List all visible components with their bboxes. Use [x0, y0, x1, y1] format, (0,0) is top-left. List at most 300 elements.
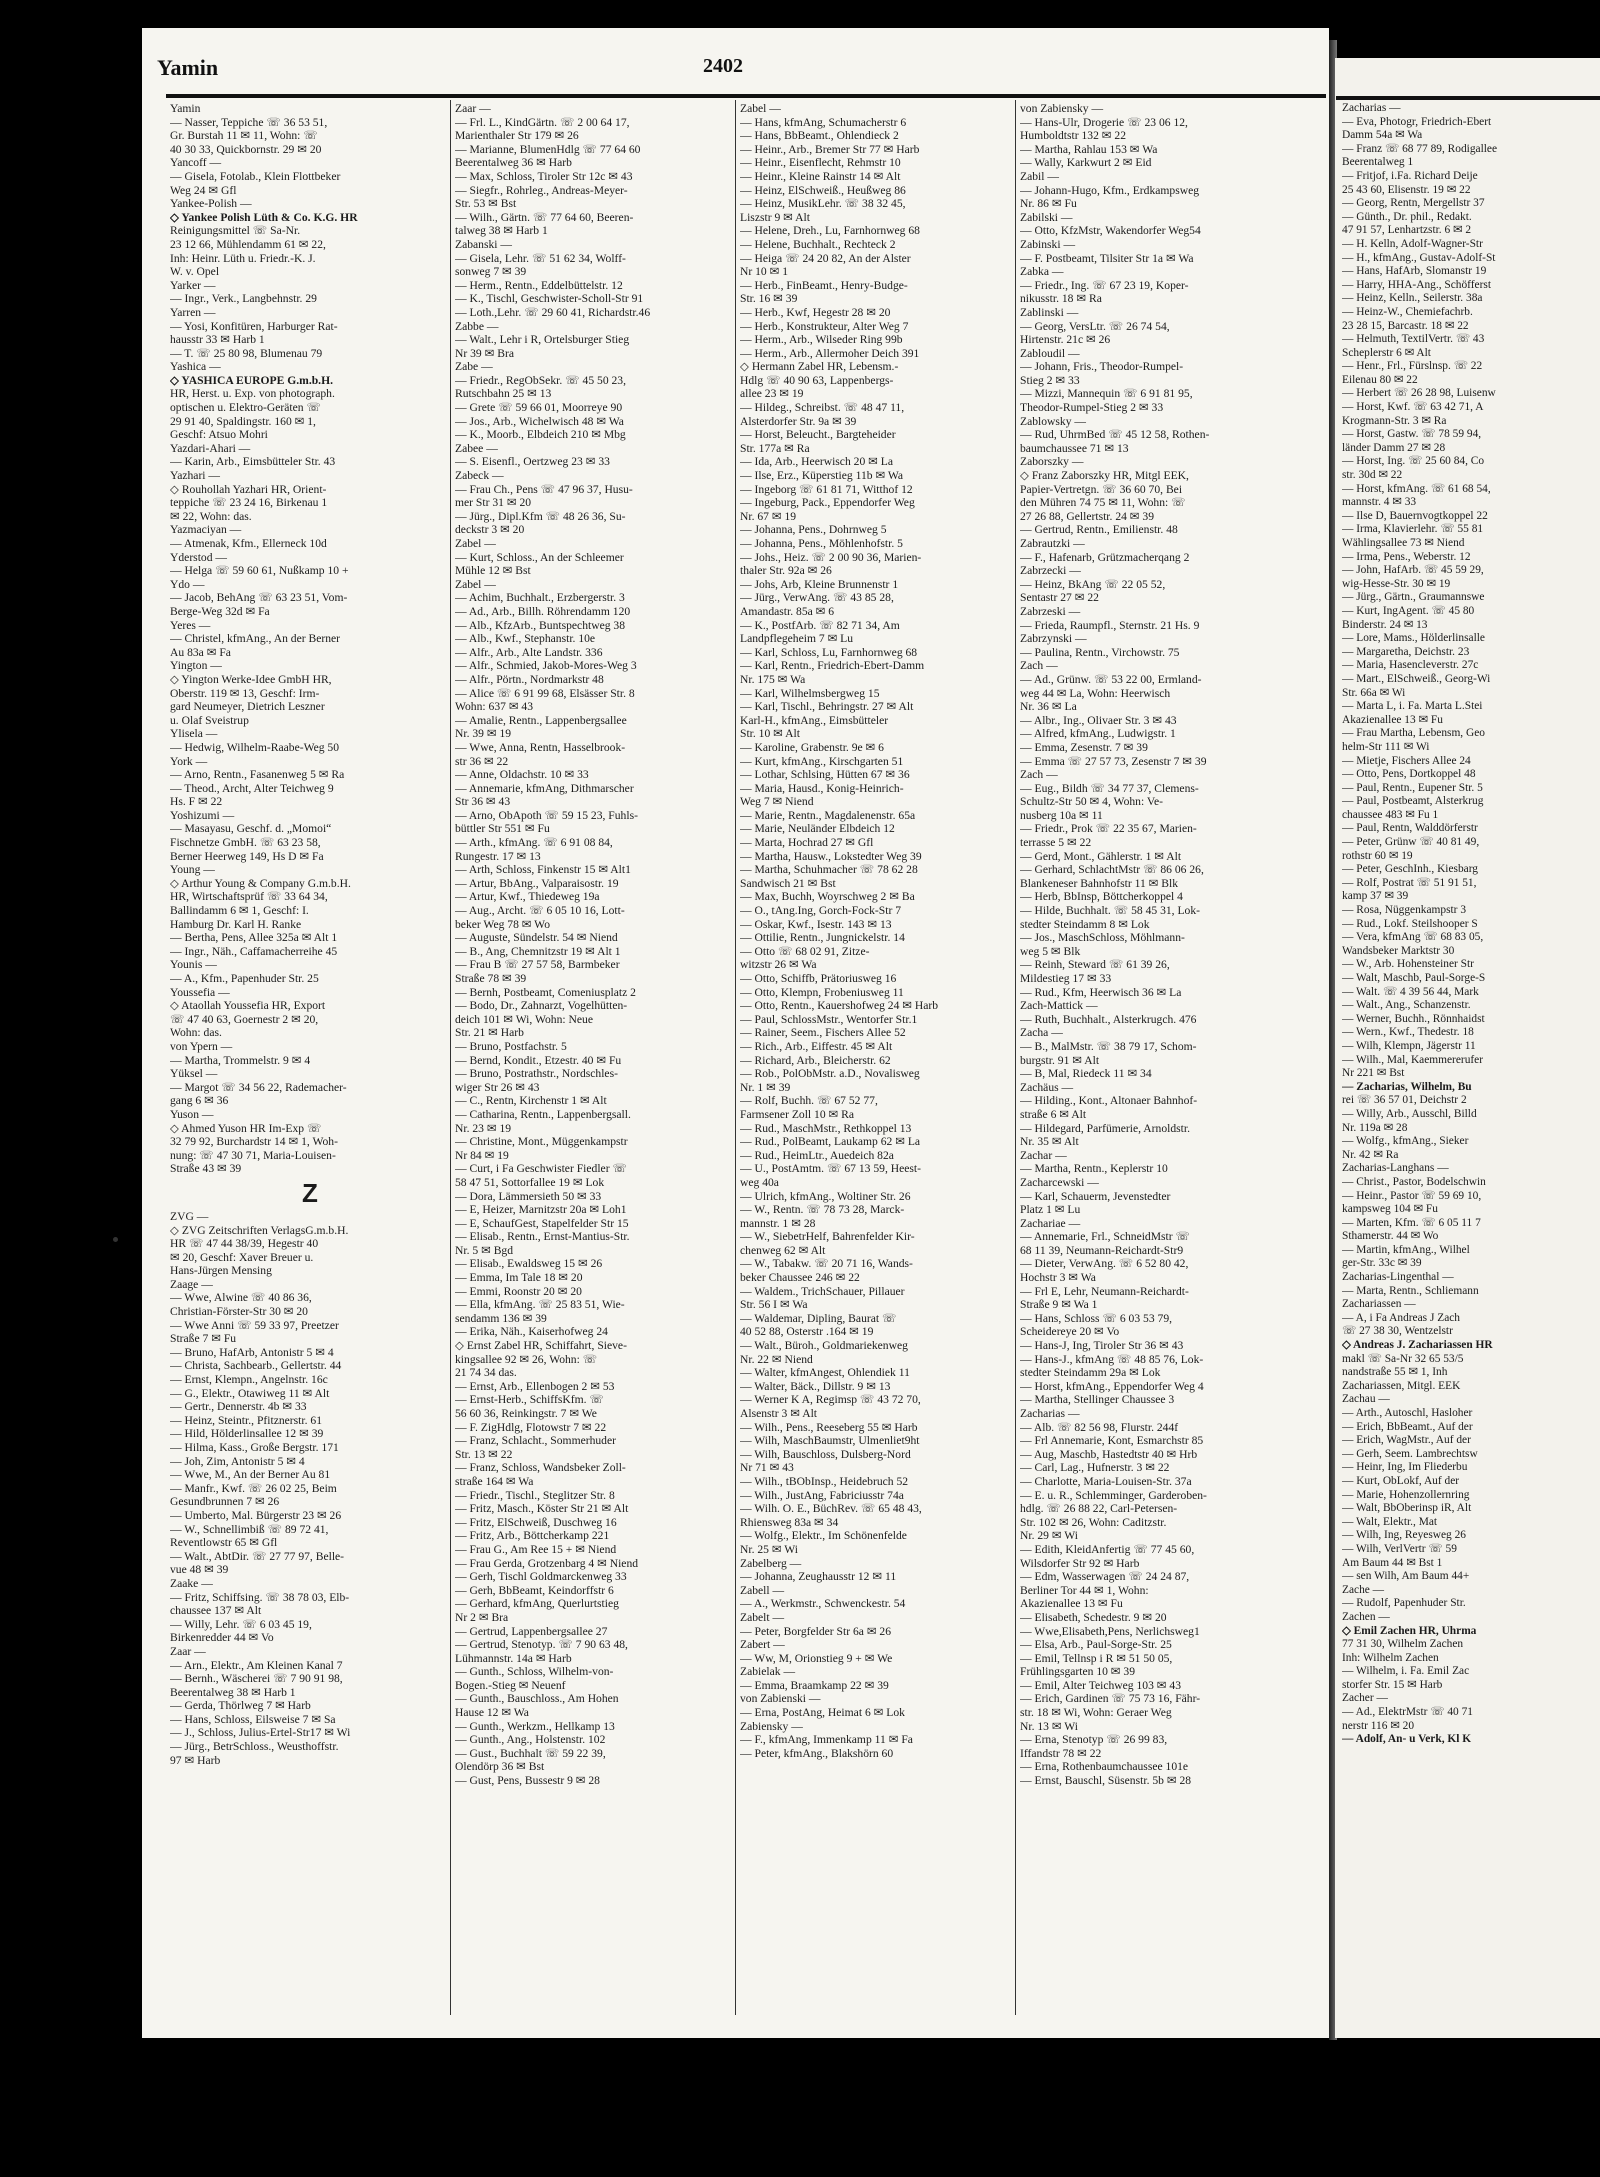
directory-entry-line: — Frau Ch., Pens ☏ 47 96 37, Husu- [455, 482, 633, 496]
directory-entry-line: — Otto, Schiffb, Prätoriusweg 16 [740, 972, 897, 985]
directory-entry-line: deckstr 3 ✉ 20 [455, 523, 525, 537]
directory-entry-line: — Ingr., Näh., Caffamacherreihe 45 [170, 944, 338, 958]
directory-entry-line: — Paul, Rentn., Eupener Str. 5 [1342, 781, 1483, 794]
directory-entry-line: — Johanna, Zeughausstr 12 ✉ 11 [740, 1570, 897, 1584]
directory-entry-line: Zacharias — [1020, 1407, 1080, 1420]
directory-entry-line: — Georg, Rentn, Mergellstr 37 [1342, 197, 1485, 210]
directory-entry-line: — Ingeborg ☏ 61 81 71, Witthof 12 [740, 482, 913, 496]
directory-entry-line: — Karl, Wilhelmsbergweg 15 [740, 686, 880, 700]
directory-entry-line: Nr 84 ✉ 19 [455, 1148, 509, 1162]
directory-entry-line: — Carl, Lag., Hufnerstr. 3 ✉ 22 [1020, 1461, 1170, 1475]
directory-entry-line: — Walt., Ang., Schanzenstr. [1342, 999, 1471, 1012]
directory-entry-line: — Wolfg., Elektr., Im Schönenfelde [740, 1529, 907, 1543]
page-number: 2402 [703, 55, 743, 77]
directory-entry-line: Yashica — [170, 360, 221, 374]
directory-entry-line: — Gerda, Thörlweg 7 ✉ Harb [170, 1699, 311, 1713]
directory-entry-line: — Lore, Mams., Hölderlinsalle [1342, 632, 1485, 645]
directory-entry-line: — A, i Fa Andreas J Zach [1342, 1311, 1460, 1324]
directory-entry-line: — Maria, Hasencleverstr. 27c [1342, 659, 1479, 672]
directory-entry-line: Yeres — [170, 618, 211, 632]
directory-entry-line: Yankee-Polish — [170, 197, 252, 211]
directory-entry-line: — Annemarie, Frl., SchneidMstr ☏ [1020, 1230, 1191, 1244]
directory-entry-line: wig-Hesse-Str. 30 ✉ 19 [1342, 577, 1451, 590]
directory-entry-line: Nr. 36 ✉ La [1020, 700, 1077, 714]
directory-entry-line: mannstr. 4 ✉ 33 [1342, 496, 1417, 509]
directory-entry-line: — Alfr., Schmied, Jakob-Mores-Weg 3 [455, 659, 637, 673]
directory-entry-line: Akazienallee 13 ✉ Fu [1020, 1597, 1123, 1611]
directory-entry-line: — Walt, BbOberinsp iR, Alt [1342, 1502, 1472, 1515]
directory-entry-line: — Emma, Zesenstr. 7 ✉ 39 [1020, 740, 1148, 754]
directory-entry-line: — Marie, Neuländer Elbdeich 12 [740, 822, 895, 836]
directory-entry-line: — B., MalMstr. ☏ 38 79 17, Schom- [1020, 1039, 1197, 1053]
directory-entry-line: — Fritz, Masch., Köster Str 21 ✉ Alt [455, 1502, 629, 1516]
directory-entry-line: — Arn., Elektr., Am Kleinen Kanal 7 [170, 1658, 343, 1672]
directory-entry-line: Yazmaciyan — [170, 523, 242, 537]
directory-entry-line: — Gisela, Lehr. ☏ 51 62 34, Wolff- [455, 251, 626, 265]
directory-entry-line: — Heinz, Steintr., Pfitznerstr. 61 [170, 1413, 322, 1427]
directory-entry-line: — Johann, Fris., Theodor-Rumpel- [1020, 360, 1184, 374]
directory-entry-line: — Ida, Arb., Heerwisch 20 ✉ La [740, 455, 893, 469]
directory-entry-line: — Alb. ☏ 82 56 98, Flurstr. 244f [1020, 1420, 1179, 1434]
directory-entry-line: — Ww, M, Orionstieg 9 + ✉ We [740, 1651, 893, 1665]
directory-entry-line: — Otto, Klempn, Frobeniusweg 11 [740, 985, 904, 999]
directory-entry-line: — Heiga ☏ 24 20 82, An der Alster [740, 251, 911, 265]
directory-entry-line: — W., SiebetrHelf, Bahrenfelder Kir- [740, 1230, 915, 1244]
directory-entry-line: Nr 39 ✉ Bra [455, 346, 514, 360]
directory-column-2 [455, 102, 735, 2022]
directory-entry-line: — Karl, Rentn., Friedrich-Ebert-Damm [740, 659, 925, 673]
directory-entry-line: Reventlowstr 65 ✉ Gfl [170, 1536, 278, 1550]
directory-entry-line: von Ypern — [170, 1039, 233, 1053]
directory-entry-line: — W., Tabakw. ☏ 20 71 16, Wands- [740, 1257, 913, 1271]
directory-entry-line: — Masayasu, Geschf. d. „Momoi“ [170, 822, 332, 836]
directory-entry-line: Liszstr 9 ✉ Alt [740, 210, 810, 224]
directory-entry-line: — Umberto, Mal. Bürgerstr 23 ✉ 26 [170, 1508, 342, 1522]
directory-entry-line: — Irma, Klavierlehr. ☏ 55 81 [1342, 523, 1484, 536]
directory-entry-line: 58 47 51, Sottorfallee 19 ✉ Lok [455, 1175, 605, 1189]
directory-entry-line: Zabrzecki — [1020, 564, 1081, 578]
directory-entry-line: Inh: Wilhelm Zachen [1342, 1651, 1439, 1664]
directory-entry-line: — Loth.,Lehr. ☏ 29 60 41, Richardstr.46 [455, 305, 651, 319]
directory-entry-line: — Wilh, MaschBaumstr, Ulmenliet9ht [740, 1434, 920, 1448]
directory-entry-line: Karl-H., kfmAng., Eimsbütteler [740, 713, 889, 727]
directory-entry-line: Yüksel — [170, 1067, 218, 1081]
directory-entry-line: Zacharcewski — [1020, 1175, 1099, 1189]
directory-entry-line: Str 36 ✉ 43 [455, 795, 511, 809]
directory-entry-line: — Erika, Näh., Kaiserhofweg 24 [455, 1325, 608, 1339]
directory-entry-line: — Fritz, Schiffsing. ☏ 38 78 03, Elb- [170, 1590, 350, 1604]
directory-entry-line: Amandastr. 85a ✉ 6 [740, 604, 835, 618]
directory-entry-line: — Willy, Lehr. ☏ 6 03 45 19, [170, 1617, 312, 1631]
directory-entry-line: — Herm., Rentn., Eddelbüttelstr. 12 [455, 278, 623, 292]
directory-entry-line: Nr. 86 ✉ Fu [1020, 197, 1077, 211]
directory-entry-line: Rungestr. 17 ✉ 13 [455, 849, 541, 863]
directory-entry-line: — Helmuth, TextilVertr. ☏ 43 [1342, 333, 1485, 346]
directory-entry-line: — Gust., Buchhalt ☏ 59 22 39, [455, 1746, 606, 1760]
directory-entry-line: — Wilh, VerlVertr ☏ 59 [1342, 1542, 1457, 1555]
directory-entry-line: — Gunth., Bauschloss., Am Hohen [455, 1692, 619, 1706]
directory-entry-line: — Wwe, M., An der Berner Au 81 [170, 1468, 331, 1482]
directory-entry-line: — Yosi, Konfitüren, Harburger Rat- [170, 319, 338, 333]
directory-entry-line: — Wilh, Ing, Reyesweg 26 [1342, 1529, 1466, 1542]
header-rule [166, 94, 1326, 98]
directory-entry-line: Wandsbeker Marktstr 30 [1342, 944, 1455, 957]
directory-entry-line: — Horst, Gastw. ☏ 78 59 94, [1342, 428, 1482, 441]
directory-entry-line: Eilenau 80 ✉ 22 [1342, 373, 1418, 386]
directory-entry-line: — Ernst-Herb., SchiffsKfm. ☏ [455, 1393, 604, 1407]
directory-entry-line: — F. Postbeamt, Tilsiter Str 1a ✉ Wa [1020, 251, 1194, 265]
directory-entry-line: — Oskar, Kwf., Isestr. 143 ✉ 13 [740, 917, 892, 931]
directory-entry-line: — Rud, UhrmBed ☏ 45 12 58, Rothen- [1020, 428, 1210, 442]
directory-entry-line: Straße 7 ✉ Fu [170, 1332, 237, 1346]
directory-entry-line: str. 18 ✉ Wi, Wohn: Geraer Weg [1020, 1706, 1172, 1720]
directory-entry-line: — Heinr., Kleine Rainstr 14 ✉ Alt [740, 169, 901, 183]
directory-entry-line: — Ernst, Arb., Ellenbogen 2 ✉ 53 [455, 1379, 615, 1393]
directory-column-4 [1020, 102, 1325, 2022]
directory-entry-line: — Emil, Alter Teichweg 103 ✉ 43 [1020, 1678, 1181, 1692]
directory-entry-line: — Walt., AbtDir. ☏ 27 77 97, Belle- [170, 1549, 345, 1563]
directory-entry-line: helm-Str 111 ✉ Wi [1342, 740, 1430, 753]
directory-entry-line: Blankeneser Bahnhofstr 11 ✉ Blk [1020, 876, 1179, 890]
directory-entry-line: Hs. F ✉ 22 [170, 795, 223, 809]
directory-entry-line: — Frau Martha, Lebensm, Geo [1342, 727, 1485, 740]
directory-entry-line: Wohn: das. [170, 1026, 222, 1040]
directory-entry-line: — K., Moorb., Elbdeich 210 ✉ Mbg [455, 428, 626, 442]
directory-entry-line: Hause 12 ✉ Wa [455, 1706, 529, 1720]
directory-entry-line: — Herbert ☏ 26 28 98, Luisenw [1342, 387, 1496, 400]
directory-entry-line: str 36 ✉ 22 [455, 754, 509, 768]
directory-entry-line: — Ulrich, kfmAng., Woltiner Str. 26 [740, 1189, 911, 1203]
directory-entry-line: — Eva, Photogr, Friedrich-Ebert [1342, 115, 1492, 128]
directory-entry-line: — Rolf, Buchh. ☏ 67 52 77, [740, 1094, 878, 1108]
directory-entry-line: Papier-Vertretgn. ☏ 36 60 70, Bei [1020, 482, 1183, 496]
directory-entry-line: — Christine, Mont., Müggenkampstr [455, 1135, 628, 1149]
directory-entry-line: Schultz-Str 50 ✉ 4, Wohn: Ve- [1020, 795, 1163, 809]
directory-entry-line: Zach — [1020, 768, 1058, 782]
directory-entry-line: chaussee 483 ✉ Fu 1 [1342, 808, 1439, 821]
directory-entry-line: — E, SchaufGest, Stapelfelder Str 15 [455, 1216, 629, 1230]
directory-entry-line: ◇ Rouhollah Yazhari HR, Orient- [170, 482, 327, 496]
directory-entry-line: — Anne, Oldachstr. 10 ✉ 33 [455, 768, 589, 782]
directory-entry-line: — Alb., Kwf., Stephanstr. 10e [455, 632, 596, 646]
directory-entry-line: — Waldemar, Dipling, Baurat ☏ [740, 1311, 897, 1325]
directory-entry-line: optischen u. Elektro-Geräten ☏ [170, 401, 321, 415]
directory-entry-line: — Bruno, HafArb, Antonistr 5 ✉ 4 [170, 1345, 334, 1359]
directory-entry-line: Zabrzeski — [1020, 604, 1081, 618]
directory-entry-line: — Heinz, ElSchweiß., Heußweg 86 [740, 183, 906, 197]
directory-entry-line: — Erna, Rothenbaumchaussee 101e [1020, 1760, 1189, 1774]
directory-entry-line: — Friedr., Tischl., Steglitzer Str. 8 [455, 1488, 615, 1502]
directory-entry-line: — Franz, Schlacht., Sommerhuder [455, 1434, 616, 1448]
directory-entry-line: Str. 102 ✉ 26, Wohn: Caditzstr. [1020, 1515, 1167, 1529]
directory-entry-line: — Friedr., Prok ☏ 22 35 67, Marien- [1020, 822, 1197, 836]
directory-entry-line: Zaar — [455, 102, 491, 115]
directory-entry-line: 23 12 66, Mühlendamm 61 ✉ 22, [170, 237, 326, 251]
directory-entry-line: — Rolf, Postrat ☏ 51 91 51, [1342, 876, 1477, 889]
directory-entry-line: Fischnetze GmbH. ☏ 63 23 58, [170, 836, 321, 850]
directory-entry-line: Akazienallee 13 ✉ Fu [1342, 713, 1443, 726]
directory-entry-line: mer Str 31 ✉ 20 [455, 496, 532, 510]
directory-entry-line: Zabeck — [455, 469, 504, 483]
directory-entry-line: ◇ Ataollah Youssefia HR, Export [170, 999, 326, 1013]
directory-entry-line: Scheidereye 20 ✉ Vo [1020, 1325, 1120, 1339]
directory-entry-line: vue 48 ✉ 39 [170, 1563, 229, 1577]
directory-entry-line: — Bertha, Pens, Allee 325a ✉ Alt 1 [170, 931, 338, 945]
directory-entry-line: Str. 13 ✉ 22 [455, 1447, 513, 1461]
directory-entry-line: Nr. 42 ✉ Ra [1342, 1148, 1399, 1161]
directory-entry-line: — Herb., Konstrukteur, Alter Weg 7 [740, 319, 909, 333]
directory-entry-line: nandstraße 55 ✉ 1, Inh [1342, 1366, 1448, 1379]
directory-entry-line: Yarker — [170, 278, 216, 292]
directory-entry-emphasized: ◇ Emil Zachen HR, Uhrma [1342, 1624, 1477, 1637]
directory-entry-line: — Edm, Wasserwagen ☏ 24 24 87, [1020, 1570, 1190, 1584]
directory-entry-line: — Peter, Grünw ☏ 40 81 49, [1342, 836, 1480, 849]
page-header [155, 55, 1325, 95]
directory-entry-line: — Horst, kfmAng., Eppendorfer Weg 4 [1020, 1379, 1204, 1393]
directory-entry-emphasized: ◇ Andreas J. Zachariassen HR [1342, 1339, 1493, 1352]
directory-entry-line: — Heinr., Arb., Bremer Str 77 ✉ Harb [740, 142, 920, 156]
directory-entry-line: — Hans, Schloss ☏ 6 03 53 79, [1020, 1311, 1173, 1325]
directory-entry-line: Gesundbrunnen 7 ✉ 26 [170, 1495, 280, 1509]
directory-entry-line: — Frieda, Raumpfl., Sternstr. 21 Hs. 9 [1020, 618, 1200, 632]
directory-entry-line: ✉ 20, Geschf: Xaver Breuer u. [170, 1250, 314, 1264]
directory-entry-line: — Walt., Lehr i R, Ortelsburger Stieg [455, 333, 630, 347]
directory-entry-line: Zacharias-Lingenthal — [1342, 1271, 1454, 1284]
directory-entry-line: ◇ Hermann Zabel HR, Lebensm.- [740, 360, 899, 374]
directory-entry-line: — Walt. ☏ 4 39 56 44, Mark [1342, 985, 1479, 998]
directory-entry-line: — Maria, Hausd., Konig-Heinrich- [740, 781, 904, 795]
directory-entry-line: — Rudolf, Papenhuder Str. [1342, 1597, 1466, 1610]
directory-entry-line: — Mietje, Fischers Allee 24 [1342, 754, 1471, 767]
directory-entry-line: — Elisab., Ewaldsweg 15 ✉ 26 [455, 1257, 603, 1271]
directory-entry-line: sendamm 136 ✉ 39 [455, 1311, 547, 1325]
directory-entry-line: — Edith, KleidAnfertig ☏ 77 45 60, [1020, 1542, 1195, 1556]
directory-entry-line: — Mart., ElSchweiß., Georg-Wi [1342, 672, 1491, 685]
directory-entry-line: — Rainer, Seem., Fischers Allee 52 [740, 1026, 906, 1040]
directory-entry-line: — K., Tischl, Geschwister-Scholl-Str 91 [455, 292, 644, 306]
directory-entry-line: Zabee — [455, 441, 498, 455]
directory-entry-line: ✉ 22, Wohn: das. [170, 509, 252, 523]
directory-entry-line: — Lothar, Schlsing, Hütten 67 ✉ 36 [740, 768, 910, 782]
directory-entry-line: Nr. 25 ✉ Wi [740, 1542, 798, 1556]
directory-entry-line: — Erich, BbBeamt., Auf der [1342, 1420, 1473, 1433]
directory-entry-line: — Bruno, Postrathstr., Nordschles- [455, 1067, 618, 1081]
directory-entry-line: rei ☏ 36 57 01, Deichstr 2 [1342, 1094, 1467, 1107]
directory-entry-line: — Fritjof, i.Fa. Richard Deije [1342, 169, 1478, 182]
directory-entry-line: — C., Rentn, Kirchenstr 1 ✉ Alt [455, 1094, 607, 1108]
directory-entry-line: — Wwe Anni ☏ 59 33 97, Preetzer [170, 1318, 339, 1332]
directory-entry-line: — Eug., Bildh ☏ 34 77 37, Clemens- [1020, 781, 1199, 795]
directory-entry-line: — Helene, Dreh., Lu, Farnhornweg 68 [740, 224, 920, 238]
directory-entry-line: Sandwisch 21 ✉ Bst [740, 876, 836, 890]
directory-entry-line: von Zabienski — [740, 1692, 821, 1706]
directory-entry-line: Zacher — [1342, 1692, 1388, 1705]
directory-entry-line: — K., PostfArb. ☏ 82 71 34, Am [740, 618, 900, 632]
directory-entry-line: — Herm., Arb., Allermoher Deich 391 [740, 346, 920, 360]
directory-entry-emphasized: ◇ Yankee Polish Lüth & Co. K.G. HR [170, 210, 358, 224]
directory-entry-line: Rhiensweg 83a ✉ 34 [740, 1515, 839, 1529]
directory-entry-line: Alsterdorfer Str. 9a ✉ 39 [740, 414, 857, 428]
directory-entry-line: Ylisela — [170, 727, 218, 741]
directory-entry-line: — Heinr., Eisenflecht, Rehmstr 10 [740, 156, 901, 170]
scan-speck [113, 1237, 118, 1242]
directory-entry-line: Damm 54a ✉ Wa [1342, 129, 1423, 142]
directory-entry-line: — W., Rentn. ☏ 78 73 28, Marck- [740, 1203, 905, 1217]
directory-entry-line: — H., kfmAng., Gustav-Adolf-St [1342, 251, 1496, 264]
directory-entry-line: büttler Str 551 ✉ Fu [455, 822, 550, 836]
directory-entry-line: Berliner Tor 44 ✉ 1, Wohn: [1020, 1583, 1149, 1597]
directory-entry-line: Stieg 2 ✉ 33 [1020, 373, 1080, 387]
directory-entry-line: — Fritz, ElSchweiß, Duschweg 16 [455, 1515, 617, 1529]
directory-entry-line: — Marta, Rentn., Schliemann [1342, 1284, 1479, 1297]
directory-entry-line: — Peter, Borgfelder Str 6a ✉ 26 [740, 1624, 892, 1638]
directory-entry-line: — Martha, Rentn., Keplerstr 10 [1020, 1162, 1168, 1176]
directory-entry-line: — Wwe, Alwine ☏ 40 86 36, [170, 1291, 312, 1305]
directory-entry-line: Birkenredder 44 ✉ Vo [170, 1631, 274, 1645]
directory-entry-line: — Emma ☏ 27 57 73, Zesenstr 7 ✉ 39 [1020, 754, 1207, 768]
directory-entry-line: kampsweg 104 ✉ Fu [1342, 1203, 1438, 1216]
directory-entry-line: Frühlingsgarten 10 ✉ 39 [1020, 1665, 1136, 1679]
directory-entry-line: — Atmenak, Kfm., Ellerneck 10d [170, 537, 327, 550]
directory-entry-line: 29 91 40, Spaldingstr. 160 ✉ 1, [170, 414, 316, 428]
directory-entry-line: — Dora, Lämmersieth 50 ✉ 33 [455, 1189, 602, 1203]
directory-entry-line: weg 44 ✉ La, Wohn: Heerwisch [1020, 686, 1171, 700]
directory-entry-line: — Jürg., VerwAng. ☏ 43 85 28, [740, 591, 894, 605]
directory-entry-line: Wählingsallee 73 ✉ Niend [1342, 537, 1465, 549]
directory-entry-line: — Frl. L., KindGärtn. ☏ 2 00 64 17, [455, 115, 630, 129]
directory-entry-line: Yazhari — [170, 469, 221, 483]
directory-entry-line: — Johs., Heiz. ☏ 2 00 90 36, Marien- [740, 550, 922, 564]
directory-entry-line: nung: ☏ 47 30 71, Maria-Louisen- [170, 1148, 336, 1162]
directory-entry-line: — Kurt, kfmAng., Kirschgarten 51 [740, 754, 904, 768]
directory-entry-line: — Herm., Arb., Wilseder Ring 99b [740, 333, 903, 347]
directory-entry-line: — Rud., HeimLtr., Auedeich 82a [740, 1148, 894, 1162]
directory-entry-line: — Otto, Rentn., Kauershofweg 24 ✉ Harb [740, 999, 939, 1013]
directory-entry-line: Zabel — [455, 537, 496, 550]
directory-entry-line: Mildestieg 17 ✉ 33 [1020, 972, 1112, 985]
directory-entry-line: Berner Heerweg 149, Hs D ✉ Fa [170, 849, 324, 863]
directory-entry-line: von Zabiensky — [1020, 102, 1104, 115]
directory-entry-line: ger-Str. 33c ✉ 39 [1342, 1257, 1422, 1270]
directory-entry-line: Berge-Weg 32d ✉ Fa [170, 604, 270, 618]
directory-entry-line: — Hildegard, Parfümerie, Arnoldstr. [1020, 1121, 1191, 1135]
directory-entry-line: — Albr., Ing., Olivaer Str. 3 ✉ 43 [1020, 713, 1177, 727]
directory-entry-line: — Jos., Arb., Wichelwisch 48 ✉ Wa [455, 414, 624, 428]
directory-entry-line: gard Neumeyer, Dietrich Leszner [170, 700, 325, 714]
directory-entry-line: — Joh, Zim, Antonistr 5 ✉ 4 [170, 1454, 305, 1468]
directory-entry-line: — Heinz, Kelln., Seilerstr. 38a [1342, 292, 1483, 305]
directory-entry-line: — Christa, Sachbearb., Gellertstr. 44 [170, 1359, 342, 1373]
directory-entry-line: straße 164 ✉ Wa [455, 1474, 534, 1488]
directory-entry-line: ◇ Ahmed Yuson HR Im-Exp ☏ [170, 1121, 322, 1135]
directory-entry-line: — Otto ☏ 68 02 91, Zitze- [740, 944, 870, 958]
directory-entry-line: Str. 66a ✉ Wi [1342, 686, 1406, 699]
directory-entry-line: — Kurt, Schloss., An der Schleemer [455, 550, 624, 564]
directory-entry-line: — Rob., PolObMstr. a.D., Novalisweg [740, 1067, 920, 1081]
directory-entry-line: — Christ., Pastor, Bodelschwin [1342, 1175, 1486, 1188]
directory-entry-line: — Bernh, Postbeamt, Comeniusplatz 2 [455, 985, 636, 999]
directory-entry-line: Straße 78 ✉ 39 [455, 972, 527, 985]
directory-entry-line: ◇ Franz Zaborszky HR, Mitgl EEK, [1020, 469, 1189, 483]
directory-entry-line: HR, Herst. u. Exp. von photograph. [170, 387, 335, 401]
directory-entry-line: — Friedr., Ing. ☏ 67 23 19, Koper- [1020, 278, 1189, 292]
directory-entry-line: W. v. Opel [170, 265, 220, 279]
next-page-partial-column [1342, 102, 1597, 2022]
directory-entry-line: Zach-Mattick — [1020, 999, 1098, 1013]
directory-entry-line: Zabloudil — [1020, 346, 1080, 360]
directory-entry-line: — A., Kfm., Papenhuder Str. 25 [170, 972, 319, 985]
directory-entry-line: HR, Wirtschaftsprüf ☏ 33 64 34, [170, 890, 328, 904]
directory-entry-line: Nr. 175 ✉ Wa [740, 672, 806, 686]
directory-entry-line: Nr. 22 ✉ Niend [740, 1352, 813, 1366]
directory-entry-line: — Paulina, Rentn., Virchowstr. 75 [1020, 645, 1180, 659]
directory-entry-line: — Werner K A, Regimsp ☏ 43 72 70, [740, 1393, 921, 1407]
directory-entry-line: — Harry, HHA-Ang., Schöfferst [1342, 278, 1491, 291]
directory-entry-line: — Rud., MaschMstr., Rethkoppel 13 [740, 1121, 912, 1135]
directory-entry-line: Nr. 1 ✉ 39 [740, 1080, 791, 1094]
directory-entry-line: Zabrautzki — [1020, 537, 1085, 550]
directory-entry-line: — Heinr, Ing, Im Fliederbu [1342, 1461, 1468, 1474]
directory-entry-line: — Horst, kfmAng. ☏ 61 68 54, [1342, 482, 1491, 495]
directory-entry-line: beker Chaussee 246 ✉ 22 [740, 1271, 860, 1285]
directory-entry-line: Yarren — [170, 305, 216, 319]
directory-entry-line: Yancoff — [170, 156, 222, 170]
directory-entry-line: Alsenstr 3 ✉ Alt [740, 1407, 818, 1420]
directory-entry-line: — Margot ☏ 34 56 22, Rademacher- [170, 1080, 347, 1094]
directory-entry-line: Zache — [1342, 1583, 1385, 1596]
directory-entry-line: — Marten, Kfm. ☏ 6 05 11 7 [1342, 1216, 1481, 1229]
directory-entry-line: kamp 37 ✉ 39 [1342, 890, 1409, 903]
directory-entry-line: — Ilse D, Bauernvogtkoppel 22 [1342, 509, 1488, 522]
directory-entry-line: — Elisabeth, Schedestr. 9 ✉ 20 [1020, 1610, 1167, 1624]
directory-entry-line: — Rud., Kfm, Heerwisch 36 ✉ La [1020, 985, 1182, 999]
directory-entry-line: — Fritz, Arb., Böttcherkamp 221 [455, 1529, 610, 1543]
directory-entry-line: — Franz, Schloss, Wandsbeker Zoll- [455, 1461, 626, 1475]
directory-entry-line: Zabert — [740, 1638, 785, 1652]
directory-entry-line: — Gerhard, SchlachtMstr ☏ 86 06 26, [1020, 863, 1204, 877]
running-head: Yamin [157, 55, 219, 80]
directory-entry-line: teppiche ☏ 23 24 16, Birkenau 1 [170, 496, 328, 510]
directory-entry-line: — U., PostAmtm. ☏ 67 13 59, Heest- [740, 1162, 921, 1176]
directory-entry-line: — Curt, i Fa Geschwister Fiedler ☏ [455, 1162, 627, 1176]
directory-entry-line: Wohn: 637 ✉ 43 [455, 700, 534, 714]
directory-entry-line: — Arth., Autoschl, Hasloher [1342, 1407, 1473, 1419]
directory-entry-line: Rutschbahn 25 ✉ 13 [455, 387, 552, 401]
directory-entry-line: — Emil, Tellnsp i R ✉ 51 50 05, [1020, 1651, 1173, 1665]
directory-entry-line: nikusstr. 18 ✉ Ra [1020, 292, 1102, 306]
directory-entry-line: Zach — [1020, 659, 1058, 673]
directory-entry-line: 27 26 88, Gellertstr. 24 ✉ 39 [1020, 509, 1155, 523]
directory-entry-line: stedter Steindamm 8 ✉ Lok [1020, 917, 1150, 931]
directory-entry-line: Beerentalweg 38 ✉ Harb 1 [170, 1685, 296, 1699]
directory-entry-line: Zabielak — [740, 1665, 796, 1679]
directory-entry-line: — Hild, Hölderlinsallee 12 ✉ 39 [170, 1427, 324, 1441]
directory-entry-line: Zabelberg — [740, 1556, 802, 1570]
directory-entry-line: HR ☏ 47 44 38/39, Hegestr 40 [170, 1237, 319, 1251]
directory-entry-line: Theodor-Rumpel-Stieg 2 ✉ 33 [1020, 401, 1164, 415]
directory-entry-line: terrasse 5 ✉ 22 [1020, 836, 1092, 850]
directory-entry-line: — Walt, Maschb, Paul-Sorge-S [1342, 972, 1486, 984]
directory-entry-line: York — [170, 754, 208, 768]
directory-entry-line: — Johanna, Pens., Möhlenhofstr. 5 [740, 537, 903, 550]
directory-entry-line: Gr. Burstah 11 ✉ 11, Wohn: ☏ [170, 129, 318, 143]
directory-entry-line: Nr. 119a ✉ 28 [1342, 1121, 1408, 1134]
directory-entry-line: — T. ☏ 25 80 98, Blumenau 79 [170, 346, 323, 360]
directory-entry-line: — S. Eisenfl., Oertzweg 23 ✉ 33 [455, 455, 610, 469]
directory-entry-line: — Reinh, Steward ☏ 61 39 26, [1020, 958, 1170, 972]
directory-entry-line: Hdlg ☏ 40 90 63, Lappenbergs- [740, 373, 894, 387]
directory-entry-line: — Karoline, Grabenstr. 9e ✉ 6 [740, 740, 884, 754]
